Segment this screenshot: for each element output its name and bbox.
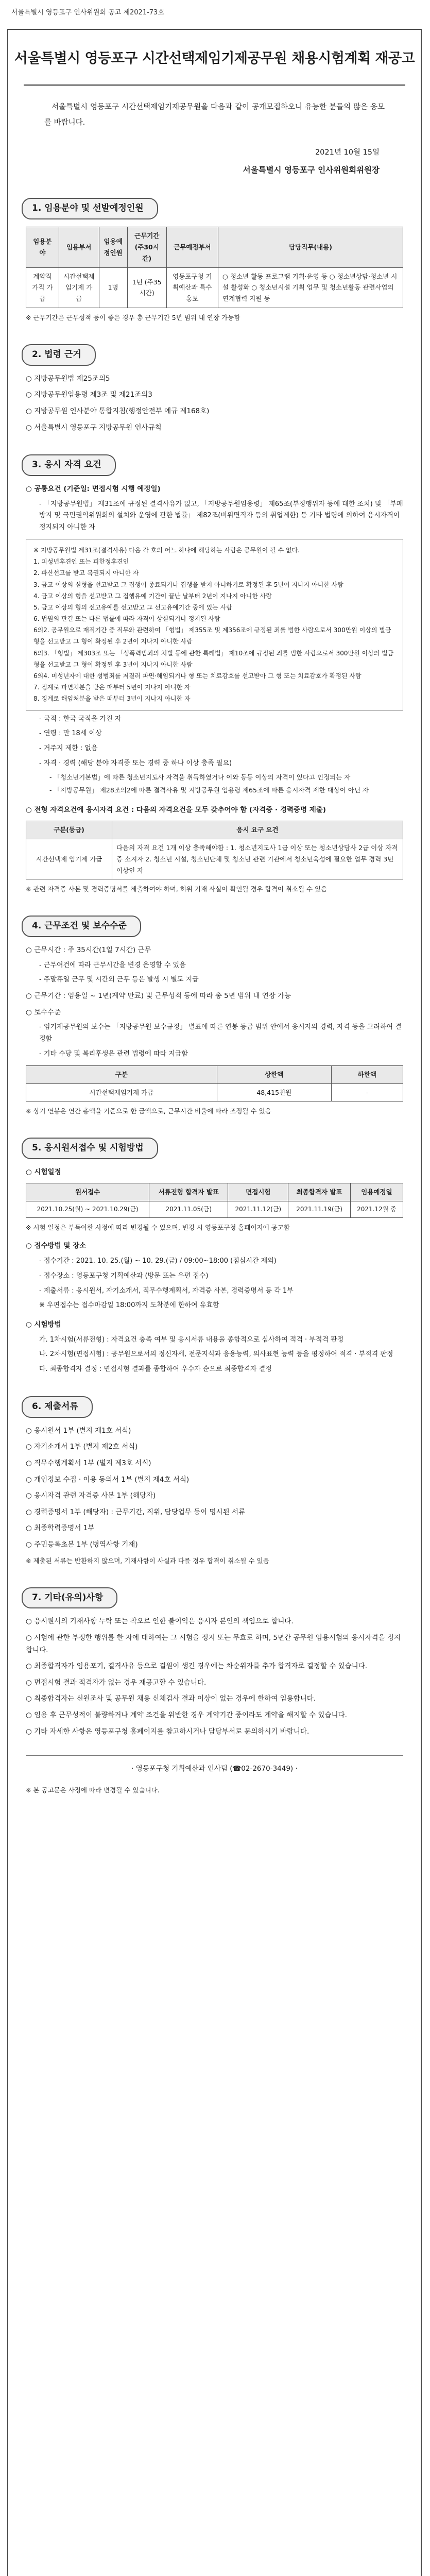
list-item: - 근무여건에 따라 근무시간을 변경 운영할 수 있음 — [39, 961, 186, 969]
list-item: ○ 응시자격 관련 자격증 사본 1부 (해당자) — [26, 1492, 156, 1500]
section-6-note: ※ 제출된 서류는 반환하지 않으며, 기재사항이 사실과 다를 경우 합격이 취소될 수 있음 — [26, 1556, 269, 1565]
col-interview: 면접시험 — [228, 1183, 288, 1201]
common-requirements-title: ○ 공통요건 (기준일: 면접시험 시행 예정일) — [26, 485, 161, 494]
document-frame — [7, 29, 422, 2576]
section-2-body — [26, 373, 403, 434]
list-item: - 국적 : 한국 국적을 가진 자 — [39, 715, 122, 723]
col-field: 임용분야 — [26, 227, 59, 267]
table-row — [26, 267, 403, 308]
schedule-title: ○ 시험일정 — [26, 1168, 61, 1177]
box-line: 6의2. 공무원으로 재직기간 중 직무와 관련하여 「형법」 제355조 및 제356조에 규정된 죄를 범한 사람으로서 300만원 이상의 벌금형을 선고받고 그 형이 확정된 후 2년이 지나지 아니한 사람 — [33, 626, 391, 646]
cell-pay-upper: 48,415천원 — [217, 1083, 331, 1101]
list-item: ○ 면접시험 결과 적격자가 없는 경우 재공고할 수 있습니다. — [26, 1678, 207, 1687]
header — [8, 30, 421, 71]
box-line: 6의4. 미성년자에 대한 성범죄를 저질러 파면·해임되거나 형 또는 치료감호를 선고받아 그 형 또는 치료감호가 확정된 사람 — [33, 672, 362, 680]
section-5-body — [26, 1166, 403, 1376]
list-item: ○ 경력증명서 1부 (해당자) : 근무기간, 직위, 담당업무 등이 명시된 서류 — [26, 1507, 246, 1516]
list-item: ※ 우편접수는 접수마감일 18:00까지 도착분에 한하여 유효함 — [39, 1301, 219, 1310]
list-item: ○ 최종합격자가 임용포기, 결격사유 등으로 결원이 생긴 경우에는 차순위자를 추가 합격자로 결정할 수 있습니다. — [26, 1662, 367, 1671]
list-item: - 접수기간 : 2021. 10. 25.(월) ~ 10. 29.(금) / 09:00~18:00 (점심시간 제외) — [39, 1257, 277, 1265]
disqualification-box — [26, 539, 403, 710]
cell-pay-lower: - — [331, 1083, 403, 1101]
col-count: 임용예정인원 — [99, 227, 127, 267]
list-item: ○ 응시원서 1부 (별지 제1호 서식) — [26, 1426, 131, 1435]
section-6-heading: 6. 제출서류 — [22, 1396, 93, 1418]
list-item: ○ 지방공무원법 제25조의5 — [26, 374, 110, 383]
box-line: 7. 징계로 파면처분을 받은 때부터 5년이 지나지 아니한 자 — [33, 684, 191, 691]
box-line: ※ 지방공무원법 제31조(결격사유) 다음 각 호의 어느 하나에 해당하는 사람은 공무원이 될 수 없다. — [33, 546, 300, 554]
announcement-date: 2021년 10월 15일 — [315, 148, 380, 157]
list-item: ○ 자기소개서 1부 (별지 제2호 서식) — [26, 1443, 138, 1451]
cell-apply: 2021.10.25(월) ~ 2021.10.29(금) — [26, 1201, 149, 1217]
cell-duties: ○ 청소년 활동 프로그램 기획·운영 등 ○ 청소년상담·청소년 시설 활성화 ○ 청소년시설 기획 업무 및 청소년활동 관련사업의 연계협력 지원 등 — [218, 267, 403, 308]
list-item: ○ 최종합격자는 신원조사 및 공무원 채용 신체검사 결과 이상이 없는 경우에 한하여 임용합니다. — [26, 1694, 316, 1703]
list-item: ○ 직무수행계획서 1부 (별지 제3호 서식) — [26, 1459, 151, 1467]
issuing-organization: 서울특별시 영등포구 인사위원회위원장 — [243, 165, 380, 175]
table-row — [26, 1083, 403, 1101]
col-pay-lower: 하한액 — [331, 1065, 403, 1083]
cell-field: 계약직 가직 가급 — [26, 267, 59, 308]
section-5-heading: 5. 응시원서접수 및 시험방법 — [22, 1138, 158, 1159]
section-1-heading: 1. 임용분야 및 선발예정인원 — [22, 198, 158, 219]
cell-pay-grade: 시간선택제임기제 가급 — [26, 1083, 217, 1101]
list-item: - 기타 수당 및 복리후생은 관련 법령에 따라 지급함 — [39, 1049, 188, 1058]
method-title: ○ 시험방법 — [26, 1320, 61, 1329]
box-line: 1. 피성년후견인 또는 피한정후견인 — [33, 558, 129, 566]
list-item: ○ 시험에 관한 부정한 행위를 한 자에 대하여는 그 시험을 정지 또는 무효로 하며, 5년간 공무원 임용시험의 응시자격을 정지합니다. — [26, 1633, 401, 1654]
list-item: - 「청소년기본법」에 따른 청소년지도사 자격을 취득하였거나 이와 동등 이상의 자격이 있다고 인정되는 자 — [49, 773, 351, 781]
list-item: - 제출서류 : 응시원서, 자기소개서, 직무수행계획서, 자격증 사본, 경력증명서 등 각 1부 — [39, 1286, 294, 1295]
list-item: ○ 기타 자세한 사항은 영등포구청 홈페이지를 참고하시거나 담당부서로 문의하시기 바랍니다. — [26, 1727, 309, 1736]
apply-title: ○ 접수방법 및 장소 — [26, 1242, 87, 1250]
col-period: 근무기간(주30시간) — [127, 227, 166, 267]
list-item: ○ 주민등록초본 1부 (병역사항 기재) — [26, 1540, 138, 1549]
special-table-header — [26, 821, 403, 839]
positions-table — [26, 227, 403, 308]
list-item: - 자격 · 경력 (해당 분야 자격증 또는 경력 중 하나 이상 충족 필요) — [39, 759, 232, 767]
col-dept: 임용부서 — [59, 227, 99, 267]
section-6-body — [26, 1425, 403, 1567]
box-line: 6. 법원의 판결 또는 다른 법률에 따라 자격이 상실되거나 정지된 사람 — [33, 615, 220, 623]
cell-appointment: 2021.12월 중 — [350, 1201, 403, 1217]
table-row — [26, 1201, 403, 1217]
list-item: - 연령 : 만 18세 이상 — [39, 730, 102, 738]
col-pay-grade: 구분 — [26, 1065, 217, 1083]
list-item: ○ 서울특별시 영등포구 지방공무원 인사규칙 — [26, 423, 162, 432]
col-doc-result: 서류전형 합격자 발표 — [149, 1183, 228, 1201]
list-item: ○ 근무기간 : 임용일 ~ 1년(계약 만료) 및 근무성적 등에 따라 총 5년 범위 내 연장 가능 — [26, 992, 291, 1001]
col-appointment: 임용예정일 — [350, 1183, 403, 1201]
col-requirement: 응시 요구 요건 — [112, 821, 403, 839]
cell-period: 1년 (주35시간) — [127, 267, 166, 308]
list-item: - 접수장소 : 영등포구청 기획예산과 (방문 또는 우편 접수) — [39, 1272, 209, 1280]
cell-interview: 2021.11.12(금) — [228, 1201, 288, 1217]
footnote: ※ 본 공고문은 사정에 따라 변경될 수 있습니다. — [26, 1786, 160, 1794]
box-line: 8. 징계로 해임처분을 받은 때부터 3년이 지나지 아니한 자 — [33, 695, 191, 703]
schedule-table-header — [26, 1183, 403, 1201]
section-3-body — [26, 483, 403, 895]
positions-table-header — [26, 227, 403, 267]
list-item: ○ 지방공무원 인사분야 통합지침(행정안전부 예규 제168호) — [26, 407, 210, 416]
col-duties: 담당직무(내용) — [218, 227, 403, 267]
box-line: 2. 파산선고를 받고 복권되지 아니한 자 — [33, 569, 139, 577]
list-item: ○ 개인정보 수집 · 이용 동의서 1부 (별지 제4호 서식) — [26, 1475, 190, 1484]
schedule-note: ※ 시험 일정은 부득이한 사정에 따라 변경될 수 있으며, 변경 시 영등포구청 홈페이지에 공고함 — [26, 1223, 290, 1231]
pay-table — [26, 1065, 403, 1102]
section-1-note: ※ 근무기간은 근무성적 등이 좋은 경우 총 근무기간 5년 범위 내 연장 가능함 — [26, 314, 240, 322]
col-final-result: 최종합격자 발표 — [288, 1183, 351, 1201]
section-7-body — [26, 1616, 403, 1738]
cell-doc-result: 2021.11.05(금) — [149, 1201, 228, 1217]
box-line: 3. 금고 이상의 실형을 선고받고 그 집행이 종료되거나 집행을 받지 아니하기로 확정된 후 5년이 지나지 아니한 사람 — [33, 581, 343, 588]
list-item: 다. 최종합격자 결정 : 면접시험 결과를 종합하여 우수자 순으로 최종합격자 결정 — [39, 1365, 272, 1374]
section-4-body — [26, 944, 403, 1117]
col-pay-upper: 상한액 — [217, 1065, 331, 1083]
list-item: - 주말휴일 근무 및 시간외 근무 등은 발생 시 별도 지급 — [39, 976, 199, 984]
col-apply: 원서접수 — [26, 1183, 149, 1201]
section-2-heading: 2. 법령 근거 — [22, 344, 96, 366]
special-requirements-title: ○ 전형 자격요건에 응시자격 요건 : 다음의 자격요건을 모두 갖추어야 함 (자격증 · 경력증명 제출) — [26, 806, 326, 815]
list-item: ○ 근무시간 : 주 35시간(1일 7시간) 근무 — [26, 946, 151, 955]
col-grade: 구분(등급) — [26, 821, 112, 839]
table-row — [26, 839, 403, 879]
list-item: 나. 2차시험(면접시험) : 공무원으로서의 정신자세, 전문지식과 응용능력, 의사표현 능력 등을 평정하여 적격 · 부적격 판정 — [39, 1350, 393, 1359]
cell-final-result: 2021.11.19(금) — [288, 1201, 351, 1217]
contact-info: · 영등포구청 기획예산과 인사팀 (☎02-2670-3449) · — [26, 1755, 403, 1775]
cell-count: 1명 — [99, 267, 127, 308]
list-item: - 「지방공무원」 제28조의2에 따른 결격사유 및 지방공무원 임용령 제65조에 따른 응시자격 제한 대상이 아닌 자 — [49, 786, 369, 794]
pay-note: ※ 상기 연봉은 연간 총액을 기준으로 한 금액으로, 근무시간 비율에 따라 조정될 수 있음 — [26, 1107, 271, 1115]
section-1-body — [26, 227, 403, 324]
announcement-number: 서울특별시 영등포구 인사위원회 공고 제2021-73호 — [11, 9, 164, 16]
cell-grade: 시간선택제 임기제 가급 — [26, 839, 112, 879]
special-note: ※ 관련 자격증 사본 및 경력증명서를 제출하여야 하며, 허위 기재 사실이 확인될 경우 합격이 취소될 수 있음 — [26, 885, 328, 893]
page-title: 서울특별시 영등포구 시간선택제임기제공무원 채용시험계획 재공고 — [14, 50, 415, 66]
list-item: - 거주지 제한 : 없음 — [39, 744, 98, 753]
pay-table-header — [26, 1065, 403, 1083]
schedule-table — [26, 1183, 403, 1218]
special-requirements-table — [26, 821, 403, 880]
list-item: 가. 1차시험(서류전형) : 자격요건 충족 여부 및 응시서류 내용을 종합적으로 심사하여 적격 · 부적격 판정 — [39, 1335, 344, 1344]
list-item: ○ 지방공무원임용령 제3조 및 제21조의3 — [26, 391, 152, 399]
list-item: ○ 보수수준 — [26, 1008, 61, 1016]
cell-requirement: 다음의 자격 요건 1개 이상 충족해야함 : 1. 청소년지도사 1급 이상 또는 청소년상담사 2급 이상 자격증 소지자 2. 청소년 시설, 청소년단체 및 청소년 관련 기관에서 청소년육성에 필요한 업무 경력 3년 이상인 자 — [112, 839, 403, 879]
box-line: 4. 금고 이상의 형을 선고받고 그 집행유예 기간이 끝난 날부터 2년이 지나지 아니한 사람 — [33, 592, 272, 600]
cell-work-dept: 영등포구청 기획예산과 특수홍보 — [166, 267, 218, 308]
intro-paragraph: 서울특별시 영등포구 시간선택제임기제공무원을 다음과 같이 공개모집하오니 유능한 분들의 많은 응모를 바랍니다. — [44, 103, 385, 127]
title-divider — [24, 84, 405, 86]
section-4-heading: 4. 근무조건 및 보수수준 — [22, 916, 141, 937]
section-7-heading: 7. 기타(유의)사항 — [22, 1587, 117, 1609]
list-item: ○ 임용 후 근무성적이 불량하거나 계약 조건을 위반한 경우 계약기간 중이라도 계약을 해지할 수 있습니다. — [26, 1711, 347, 1720]
col-work-dept: 근무예정부서 — [166, 227, 218, 267]
box-line: 6의3. 「형법」 제303조 또는 「성폭력범죄의 처벌 등에 관한 특례법」 제10조에 규정된 죄를 범한 사람으로서 300만원 이상의 벌금형을 선고받고 그 형이 확정된 후 3년이 지나지 아니한 사람 — [33, 649, 394, 668]
list-item: ○ 응시원서의 기재사항 누락 또는 착오로 인한 불이익은 응시자 본인의 책임으로 합니다. — [26, 1617, 294, 1626]
list-item: - 임기제공무원의 보수는 「지방공무원 보수규정」 별표에 따른 연봉 등급 범위 안에서 응시자의 경력, 자격 등을 고려하여 결정함 — [39, 1023, 402, 1043]
section-3-heading: 3. 응시 자격 요건 — [22, 454, 116, 476]
box-line: 5. 금고 이상의 형의 선고유예를 선고받고 그 선고유예기간 중에 있는 사람 — [33, 603, 232, 611]
list-item: - 「지방공무원법」 제31조에 규정된 결격사유가 없고, 「지방공무원임용령」 제65조(부정행위자 등에 대한 조치) 및 「부패방지 및 국민권익위원회의 설치와 운영에 관한 법률」 제82조(비위면직자 등의 취업제한) 등 기타 법령에 의하여 응시자격이 정지되지 아니한 자 — [39, 500, 403, 532]
list-item: ○ 최종학력증명서 1부 — [26, 1524, 95, 1533]
cell-dept: 시간선택제임기제 가급 — [59, 267, 99, 308]
